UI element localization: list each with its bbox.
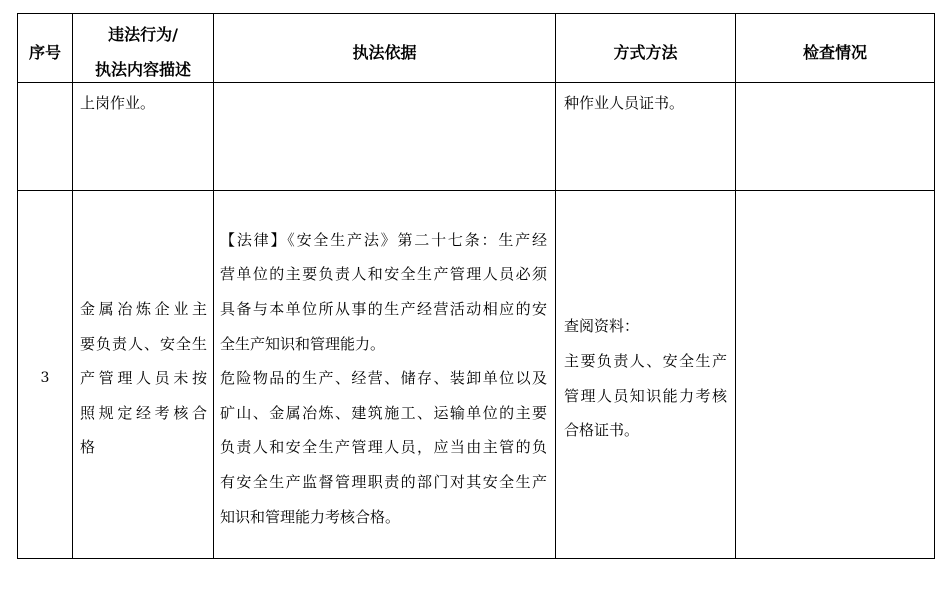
- basis-line: 全生产知识和管理能力。: [220, 334, 386, 353]
- row1-description-cell: [73, 83, 214, 191]
- header-no: 序号: [28, 42, 61, 62]
- row1-method-cell: [556, 83, 736, 191]
- header-inspection: 检查情况: [802, 42, 867, 62]
- header-method: 方式方法: [613, 42, 678, 62]
- header-description-line: 执法内容描述: [94, 60, 191, 79]
- header-description-line: 违法行为/: [108, 25, 178, 44]
- description-line: 照规定经考核合: [80, 403, 207, 422]
- method-line: 查阅资料：: [564, 317, 640, 336]
- method-line: 种作业人员证书。: [564, 94, 685, 112]
- method-line: 合格证书。: [564, 421, 640, 440]
- basis-line: 具备与本单位所从事的生产经营活动相应的安: [220, 300, 547, 319]
- row2-description-cell: [73, 191, 214, 559]
- header-no-cell: [18, 14, 73, 83]
- description-line: 金属冶炼企业主: [80, 300, 207, 319]
- inspection-table: [17, 13, 935, 559]
- row2-method-cell: [556, 191, 736, 559]
- row-number: 3: [40, 370, 50, 387]
- description-line: 要负责人、安全生: [80, 334, 207, 353]
- description-line: 上岗作业。: [80, 94, 156, 112]
- header-method-cell: [556, 14, 736, 83]
- header-basis-cell: [214, 14, 556, 83]
- basis-line: 负责人和安全生产管理人员，应当由主管的负: [220, 438, 547, 457]
- basis-line: 危险物品的生产、经营、储存、装卸单位以及: [220, 369, 547, 388]
- header-description-cell: [73, 14, 214, 83]
- basis-line: 知识和管理能力考核合格。: [220, 507, 401, 526]
- row1-basis-cell: [214, 83, 556, 191]
- basis-line: 矿山、金属冶炼、建筑施工、运输单位的主要: [220, 403, 547, 422]
- basis-line: 【法律】《安全生产法》第二十七条：生产经: [220, 230, 547, 249]
- description-line: 产管理人员未按: [80, 369, 207, 388]
- header-inspection-cell: [736, 14, 935, 83]
- basis-line: 有安全生产监督管理职责的部门对其安全生产: [220, 472, 547, 491]
- row2-inspection-cell: [736, 191, 935, 559]
- row2-basis-cell: [214, 191, 556, 559]
- method-line: 主要负责人、安全生产: [564, 351, 727, 370]
- description-line: 格: [80, 438, 96, 457]
- row1-no-cell: [18, 83, 73, 191]
- row2-no-cell: [18, 191, 73, 559]
- method-line: 管理人员知识能力考核: [564, 386, 727, 405]
- row1-inspection-cell: [736, 83, 935, 191]
- basis-line: 营单位的主要负责人和安全生产管理人员必须: [220, 265, 547, 284]
- header-basis: 执法依据: [352, 42, 417, 62]
